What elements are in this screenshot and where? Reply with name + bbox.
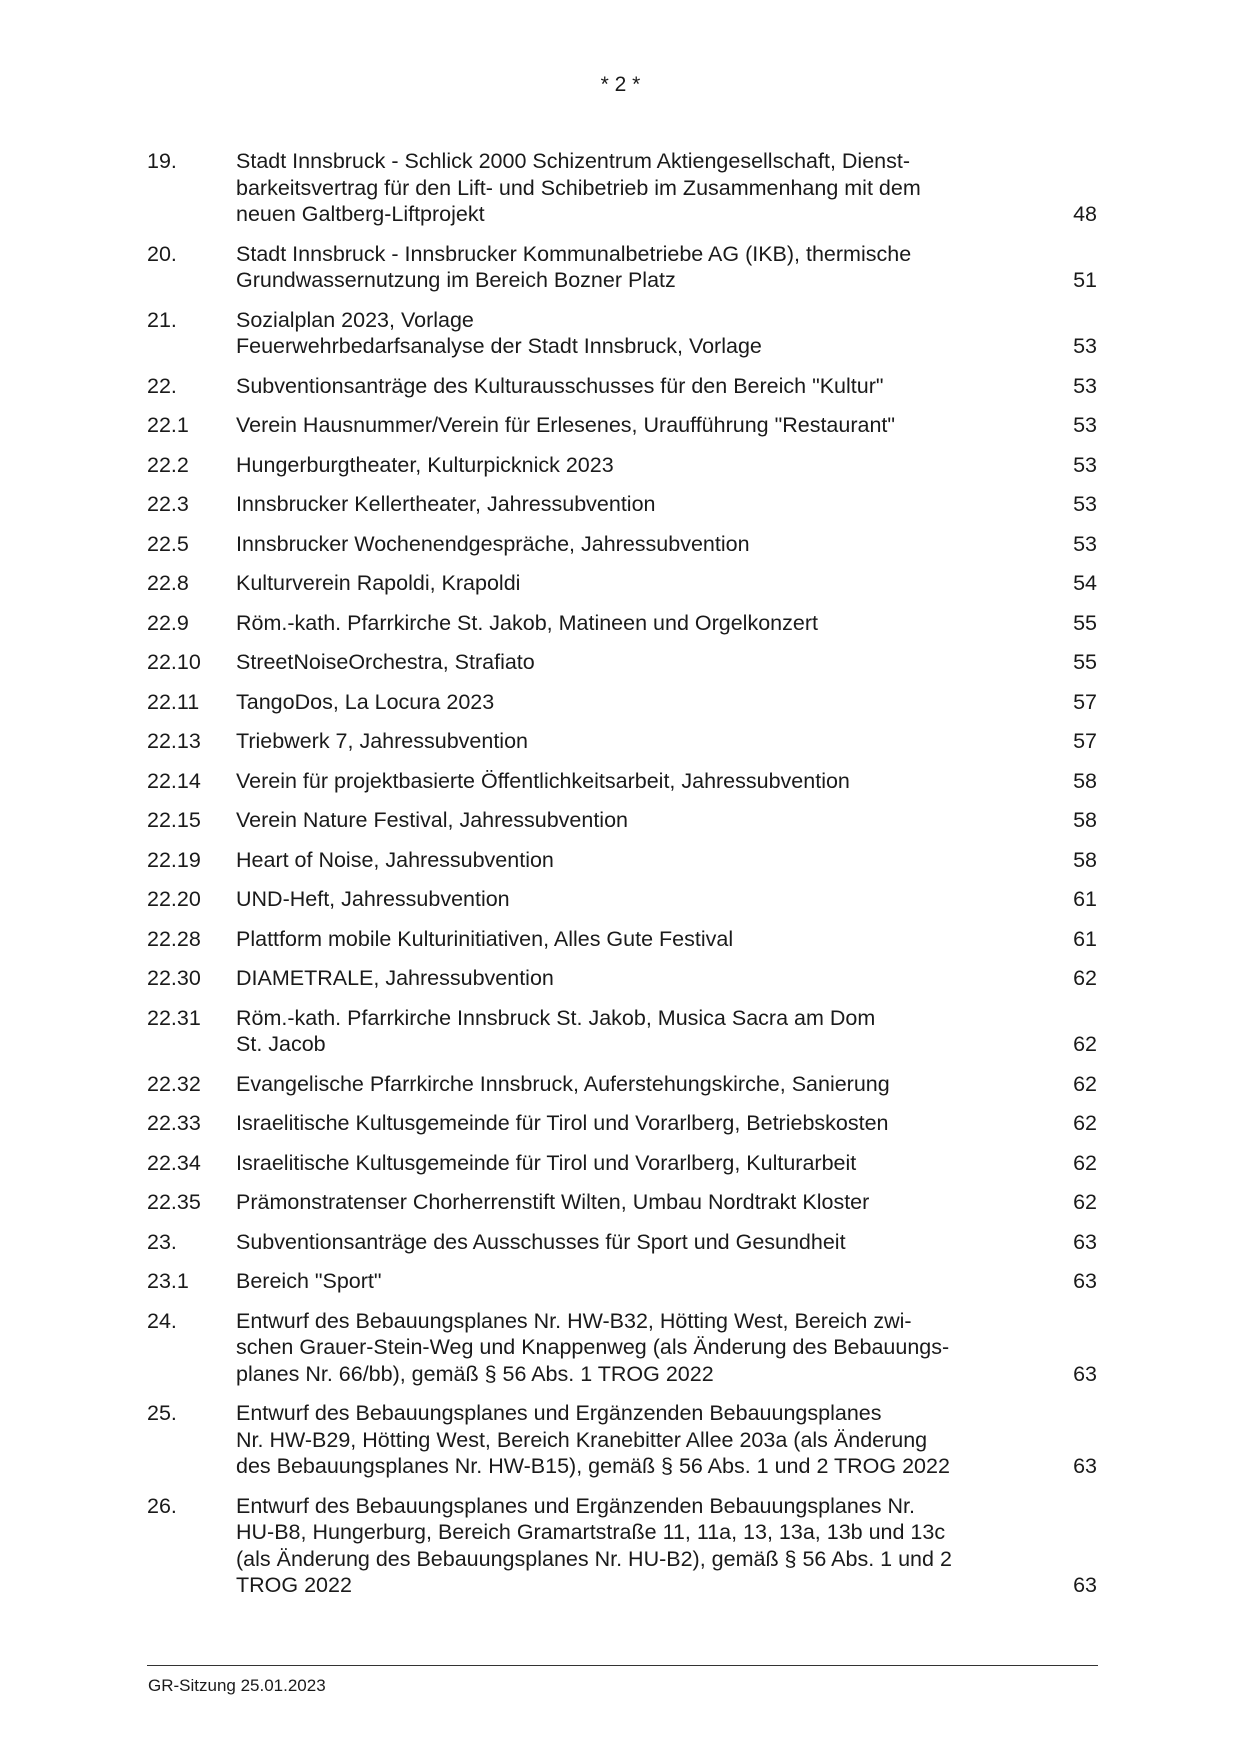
toc-entry-title-line: Hungerburgtheater, Kulturpicknick 2023 (236, 452, 614, 477)
toc-entry-number: 22.28 (147, 926, 201, 951)
toc-entry-title-line: Subventionsanträge des Ausschusses für Sport und Gesundheit (236, 1229, 846, 1254)
toc-entry-title-line: StreetNoiseOrchestra, Strafiato (236, 650, 535, 674)
toc-entry-title-line: Innsbrucker Wochenendgespräche, Jahressubvention (236, 531, 750, 556)
toc-entry-title (236, 1400, 1026, 1480)
toc-entry-title (236, 610, 1026, 637)
toc-entry-number: 22.3 (147, 492, 189, 516)
toc-entry-number: 23. (147, 1229, 177, 1254)
toc-entry-title-line: Plattform mobile Kulturinitiativen, Alles Gute Festival (236, 926, 734, 951)
toc-entry-page-number: 58 (1073, 847, 1097, 872)
toc-entry-title-line: Sozialplan 2023, Vorlage (236, 307, 474, 332)
toc-entry (147, 847, 1097, 887)
toc-entry-number: 22.35 (147, 1190, 201, 1214)
toc-entry-number: 19. (147, 149, 177, 173)
toc-entry-page-number: 53 (1073, 334, 1097, 358)
toc-entry-page-number: 62 (1073, 1071, 1097, 1096)
toc-entry (147, 728, 1097, 768)
toc-entry-number: 20. (147, 241, 177, 266)
toc-entry (147, 1189, 1097, 1229)
toc-entry-title (236, 1268, 1026, 1295)
toc-entry-title-line: UND-Heft, Jahressubvention (236, 887, 510, 911)
toc-entry-title-line: Subventionsanträge des Kulturausschusses für den Bereich "Kultur" (236, 373, 884, 398)
toc-entry-title (236, 241, 1026, 294)
toc-entry-title-line: Grundwassernutzung im Bereich Bozner Platz (236, 268, 676, 292)
toc-entry (147, 491, 1097, 531)
toc-entry-title-line: barkeitsvertrag für den Lift- und Schibetrieb im Zusammenhang mit dem (236, 175, 921, 200)
toc-entry-title (236, 570, 1026, 597)
toc-entry-title (236, 452, 1026, 479)
toc-entry (147, 307, 1097, 373)
toc-entry (147, 241, 1097, 307)
toc-entry-page-number: 53 (1073, 413, 1097, 437)
toc-entry (147, 807, 1097, 847)
toc-entry-number: 22. (147, 373, 177, 398)
toc-entry-page-number: 62 (1073, 1150, 1097, 1175)
toc-entry-title-line: Entwurf des Bebauungsplanes und Ergänzenden Bebauungsplanes (236, 1401, 882, 1425)
toc-entry-title-line: TROG 2022 (236, 1573, 352, 1597)
toc-entry-page-number: 55 (1073, 610, 1097, 635)
toc-entry (147, 1308, 1097, 1401)
toc-entry-title-line: Triebwerk 7, Jahressubvention (236, 729, 528, 753)
toc-entry-number: 23.1 (147, 1269, 189, 1293)
toc-entry-number: 22.20 (147, 887, 201, 911)
toc-entry (147, 1071, 1097, 1111)
toc-entry-number: 22.15 (147, 808, 201, 832)
toc-entry (147, 1493, 1097, 1612)
toc-entry-title-line: Evangelische Pfarrkirche Innsbruck, Auferstehungskirche, Sanierung (236, 1071, 890, 1096)
toc-entry-page-number: 63 (1073, 1454, 1097, 1478)
toc-entry-page-number: 62 (1073, 1111, 1097, 1135)
toc-entry-title-line: (als Änderung des Bebauungsplanes Nr. HU-B2), gemäß § 56 Abs. 1 und 2 (236, 1546, 952, 1571)
toc-entry (147, 1005, 1097, 1071)
toc-entry-title (236, 373, 1026, 400)
toc-entry-title (236, 1005, 1026, 1058)
toc-entry-title-line: Israelitische Kultusgemeinde für Tirol und Vorarlberg, Betriebskosten (236, 1111, 889, 1135)
toc-entry (147, 886, 1097, 926)
toc-entry-number: 22.31 (147, 1005, 201, 1030)
toc-entry-title (236, 847, 1026, 874)
toc-entry (147, 1110, 1097, 1150)
toc-entry-title-line: Nr. HW-B29, Hötting West, Bereich Kranebitter Allee 203a (als Änderung (236, 1427, 928, 1452)
toc-entry-number: 21. (147, 307, 177, 332)
toc-entry-number: 22.10 (147, 650, 201, 674)
toc-entry (147, 412, 1097, 452)
toc-entry-title-line: Entwurf des Bebauungsplanes und Ergänzenden Bebauungsplanes Nr. (236, 1493, 915, 1518)
toc-entry-page-number: 63 (1073, 1573, 1097, 1597)
toc-entry-title-line: Feuerwehrbedarfsanalyse der Stadt Innsbruck, Vorlage (236, 334, 762, 358)
toc-entry-page-number: 57 (1073, 729, 1097, 753)
toc-entry (147, 610, 1097, 650)
toc-entry-page-number: 62 (1073, 1190, 1097, 1214)
footer-divider (147, 1665, 1098, 1666)
toc-entry-title-line: Kulturverein Rapoldi, Krapoldi (236, 571, 521, 595)
toc-entry-number: 22.1 (147, 413, 189, 437)
toc-entry-title (236, 1229, 1026, 1256)
toc-entry-title-line: Entwurf des Bebauungsplanes Nr. HW-B32, Hötting West, Bereich zwi- (236, 1308, 912, 1333)
toc-entry-title-line: Röm.-kath. Pfarrkirche Innsbruck St. Jakob, Musica Sacra am Dom (236, 1005, 876, 1030)
toc-entry-title-line: Heart of Noise, Jahressubvention (236, 847, 554, 872)
toc-entry-page-number: 61 (1073, 926, 1097, 951)
toc-entry-title (236, 965, 1026, 992)
toc-entry-page-number: 53 (1073, 373, 1097, 398)
toc-entry-title (236, 649, 1026, 676)
toc-entry-page-number: 57 (1073, 689, 1097, 714)
toc-entry-title (236, 1150, 1026, 1177)
toc-entry-title-line: Stadt Innsbruck - Innsbrucker Kommunalbetriebe AG (IKB), thermische (236, 241, 912, 266)
toc-entry-title-line: Verein für projektbasierte Öffentlichkeitsarbeit, Jahressubvention (236, 768, 850, 793)
toc-entry-page-number: 62 (1073, 966, 1097, 990)
toc-entry (147, 452, 1097, 492)
toc-entry-number: 22.34 (147, 1150, 201, 1175)
toc-entry-title (236, 1071, 1026, 1098)
toc-entry-title (236, 148, 1026, 228)
toc-entry-page-number: 63 (1073, 1361, 1097, 1386)
toc-entry-page-number: 54 (1073, 571, 1097, 595)
toc-entry-title-line: schen Grauer-Stein-Weg und Knappenweg (als Änderung des Bebauungs- (236, 1335, 950, 1359)
toc-entry (147, 926, 1097, 966)
toc-entry-page-number: 55 (1073, 650, 1097, 674)
toc-entry-number: 22.8 (147, 571, 189, 595)
toc-entry-title (236, 531, 1026, 558)
toc-entry (147, 649, 1097, 689)
toc-entry-number: 22.33 (147, 1111, 201, 1135)
toc-entry-title (236, 307, 1026, 360)
toc-entry-title (236, 689, 1026, 716)
toc-entry-page-number: 62 (1073, 1032, 1097, 1056)
page-number: * 2 * (600, 73, 641, 96)
toc-entry-number: 22.32 (147, 1071, 201, 1096)
toc-entry-number: 25. (147, 1401, 177, 1425)
toc-entry-page-number: 58 (1073, 808, 1097, 832)
toc-entry (147, 965, 1097, 1005)
toc-entry-title-line: neuen Galtberg-Liftprojekt (236, 202, 485, 226)
toc-entry-title-line: HU-B8, Hungerburg, Bereich Gramartstraße 11, 11a, 13, 13a, 13b und 13c (236, 1520, 946, 1544)
toc-entry-title (236, 728, 1026, 755)
toc-entry-title (236, 926, 1026, 953)
toc-entry-title-line: des Bebauungsplanes Nr. HW-B15), gemäß § 56 Abs. 1 und 2 TROG 2022 (236, 1454, 950, 1478)
toc-entry (147, 1268, 1097, 1308)
toc-entry-title (236, 1110, 1026, 1137)
toc-entry-title-line: Innsbrucker Kellertheater, Jahressubvention (236, 492, 656, 516)
toc-entry-page-number: 58 (1073, 768, 1097, 793)
toc-entry-number: 22.11 (147, 689, 200, 714)
toc-entry-title (236, 1493, 1026, 1599)
toc-entry-title-line: Verein Hausnummer/Verein für Erlesenes, Uraufführung "Restaurant" (236, 413, 896, 437)
toc-entry-title (236, 412, 1026, 439)
toc-entry-number: 22.2 (147, 452, 189, 477)
toc-entry-page-number: 53 (1073, 531, 1097, 556)
toc-entry-title (236, 886, 1026, 913)
toc-entry (147, 1229, 1097, 1269)
toc-entry-title (236, 1189, 1026, 1216)
toc-entry (147, 373, 1097, 413)
toc-entry-title-line: Bereich "Sport" (236, 1269, 382, 1293)
toc-entry (147, 1400, 1097, 1493)
toc-entry-number: 22.19 (147, 847, 201, 872)
toc-entry-title-line: Stadt Innsbruck - Schlick 2000 Schizentrum Aktiengesellschaft, Dienst- (236, 149, 910, 173)
toc-entry (147, 531, 1097, 571)
toc-entry (147, 1150, 1097, 1190)
toc-entry-page-number: 63 (1073, 1229, 1097, 1254)
toc-entry-number: 22.14 (147, 768, 201, 793)
toc-entry-title (236, 1308, 1026, 1388)
toc-entry-title (236, 491, 1026, 518)
toc-entry-page-number: 53 (1073, 452, 1097, 477)
footer-meeting-date: GR-Sitzung 25.01.2023 (148, 1676, 326, 1695)
toc-entry-page-number: 53 (1073, 492, 1097, 516)
table-of-contents (147, 148, 1097, 1612)
toc-entry-number: 26. (147, 1493, 177, 1518)
toc-entry-title-line: Prämonstratenser Chorherrenstift Wilten, Umbau Nordtrakt Kloster (236, 1190, 870, 1214)
toc-entry-title-line: Israelitische Kultusgemeinde für Tirol und Vorarlberg, Kulturarbeit (236, 1150, 857, 1175)
toc-entry (147, 768, 1097, 808)
toc-entry-page-number: 61 (1073, 887, 1097, 911)
toc-entry (147, 570, 1097, 610)
toc-entry-page-number: 51 (1073, 268, 1097, 292)
toc-entry-title-line: planes Nr. 66/bb), gemäß § 56 Abs. 1 TROG 2022 (236, 1361, 714, 1386)
toc-entry-title-line: Röm.-kath. Pfarrkirche St. Jakob, Matineen und Orgelkonzert (236, 610, 818, 635)
toc-entry-number: 22.5 (147, 531, 189, 556)
toc-entry (147, 148, 1097, 241)
toc-entry-title (236, 768, 1026, 795)
toc-entry-number: 24. (147, 1308, 177, 1333)
toc-entry-title-line: TangoDos, La Locura 2023 (236, 689, 495, 714)
toc-entry-title-line: Verein Nature Festival, Jahressubvention (236, 808, 628, 832)
toc-entry-title (236, 807, 1026, 834)
toc-entry-number: 22.13 (147, 729, 201, 753)
toc-entry-title-line: St. Jacob (236, 1032, 326, 1056)
toc-entry-title-line: DIAMETRALE, Jahressubvention (236, 966, 554, 990)
toc-entry-number: 22.30 (147, 966, 201, 990)
toc-entry-page-number: 48 (1073, 202, 1097, 226)
toc-entry-page-number: 63 (1073, 1269, 1097, 1293)
toc-entry (147, 689, 1097, 729)
toc-entry-number: 22.9 (147, 610, 189, 635)
